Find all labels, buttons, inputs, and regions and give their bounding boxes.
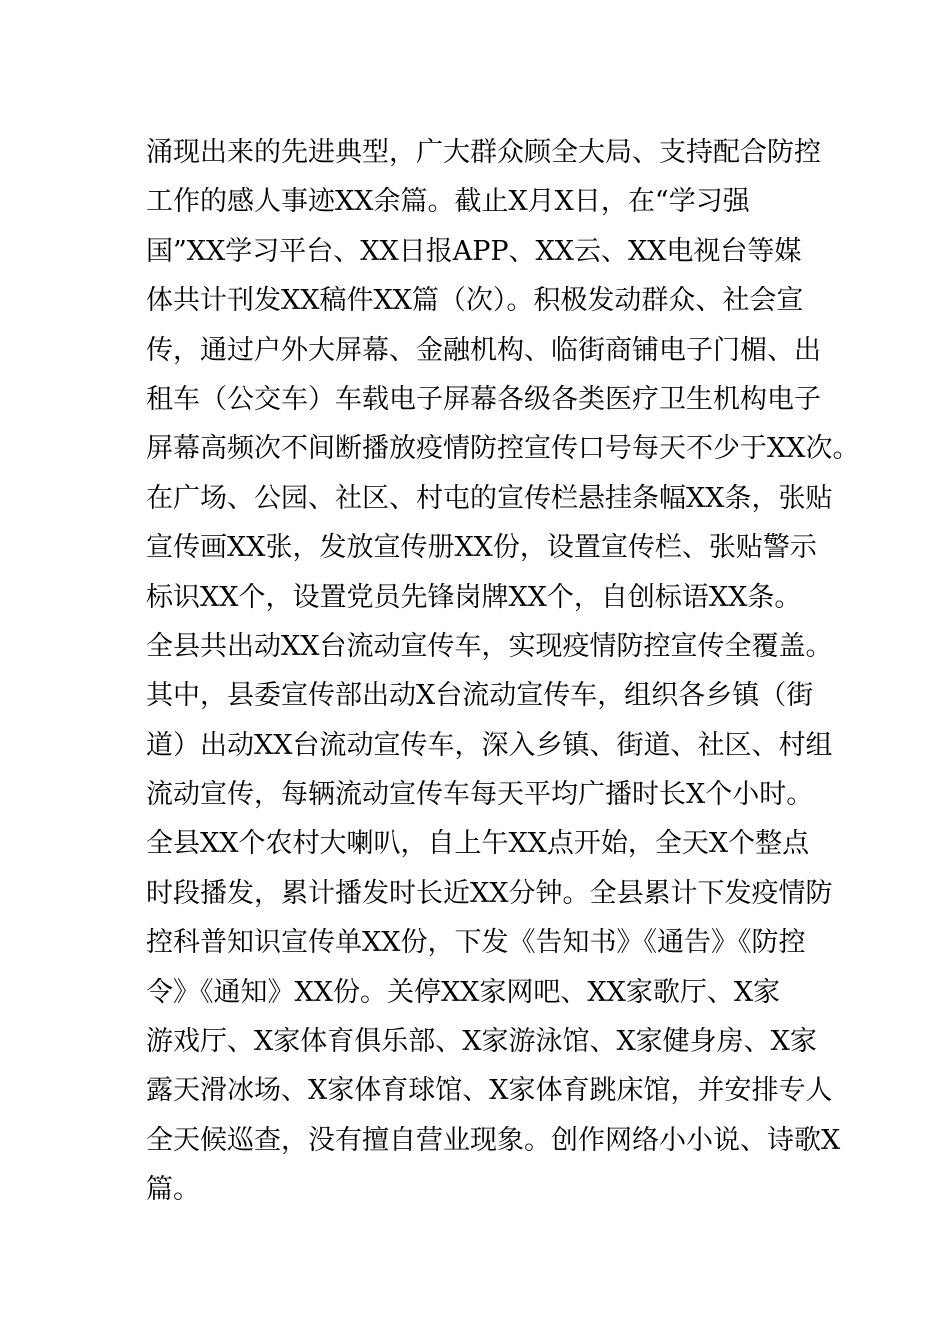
text-line: 全县XX个农村大喇叭，自上午XX点开始，全天X个整点 (146, 828, 810, 860)
body-paragraph (146, 128, 860, 1215)
text-line: 宣传画XX张，发放宣传册XX份，设置宣传栏、张贴警示 (146, 532, 817, 564)
text-line: 传，通过户外大屏幕、金融机构、临街商铺电子门楣、出 (146, 334, 821, 366)
text-line: 全天候巡查，没有擅自营业现象。创作网络小小说、诗歌X (146, 1124, 841, 1156)
text-line: 租车（公交车）车载电子屏幕各级各类医疗卫生机构电子 (146, 383, 821, 415)
text-line: 流动宣传，每辆流动宣传车每天平均广播时长X个小时。 (146, 779, 814, 811)
text-line: 涌现出来的先进典型，广大群众顾全大局、支持配合防控 (146, 137, 821, 168)
text-line: 篇。 (146, 1174, 200, 1206)
text-line: 露天滑冰场、X家体育球馆、X家体育跳床馆，并安排专人 (146, 1075, 833, 1107)
text-line: 令》《通知》XX份。关停XX家网吧、XX家歌厅、X家 (146, 976, 781, 1008)
text-line: 标识XX个，设置党员先锋岗牌XX个，自创标语XX条。 (146, 581, 802, 613)
text-line: 体共计刊发XX稿件XX篇（次）。积极发动群众、社会宣 (146, 285, 804, 317)
text-line: 国”XX学习平台、XX日报APP、XX云、XX电视台等媒 (146, 235, 802, 267)
text-line: 在广场、公园、社区、村屯的宣传栏悬挂条幅XX条，张贴 (146, 482, 833, 514)
text-line: 屏幕高频次不间断播放疫情防控宣传口号每天不少于XX次。 (146, 433, 860, 465)
text-line: 时段播发，累计播发时长近XX分钟。全县累计下发疫情防 (146, 877, 833, 909)
text-line: 其中，县委宣传部出动X台流动宣传车，组织各乡镇（街 (146, 680, 814, 712)
text-line: 全县共出动XX台流动宣传车，实现疫情防控宣传全覆盖。 (146, 630, 833, 662)
text-line: 游戏厅、X家体育俱乐部、X家游泳馆、X家健身房、X家 (146, 1026, 817, 1058)
text-line: 工作的感人事迹XX余篇。截止X月X日，在“学习强 (146, 186, 750, 218)
text-line: 控科普知识宣传单XX份，下发《告知书》《通告》《防控 (146, 927, 806, 959)
text-line: 道）出动XX台流动宣传车，深入乡镇、街道、社区、村组 (146, 729, 833, 761)
